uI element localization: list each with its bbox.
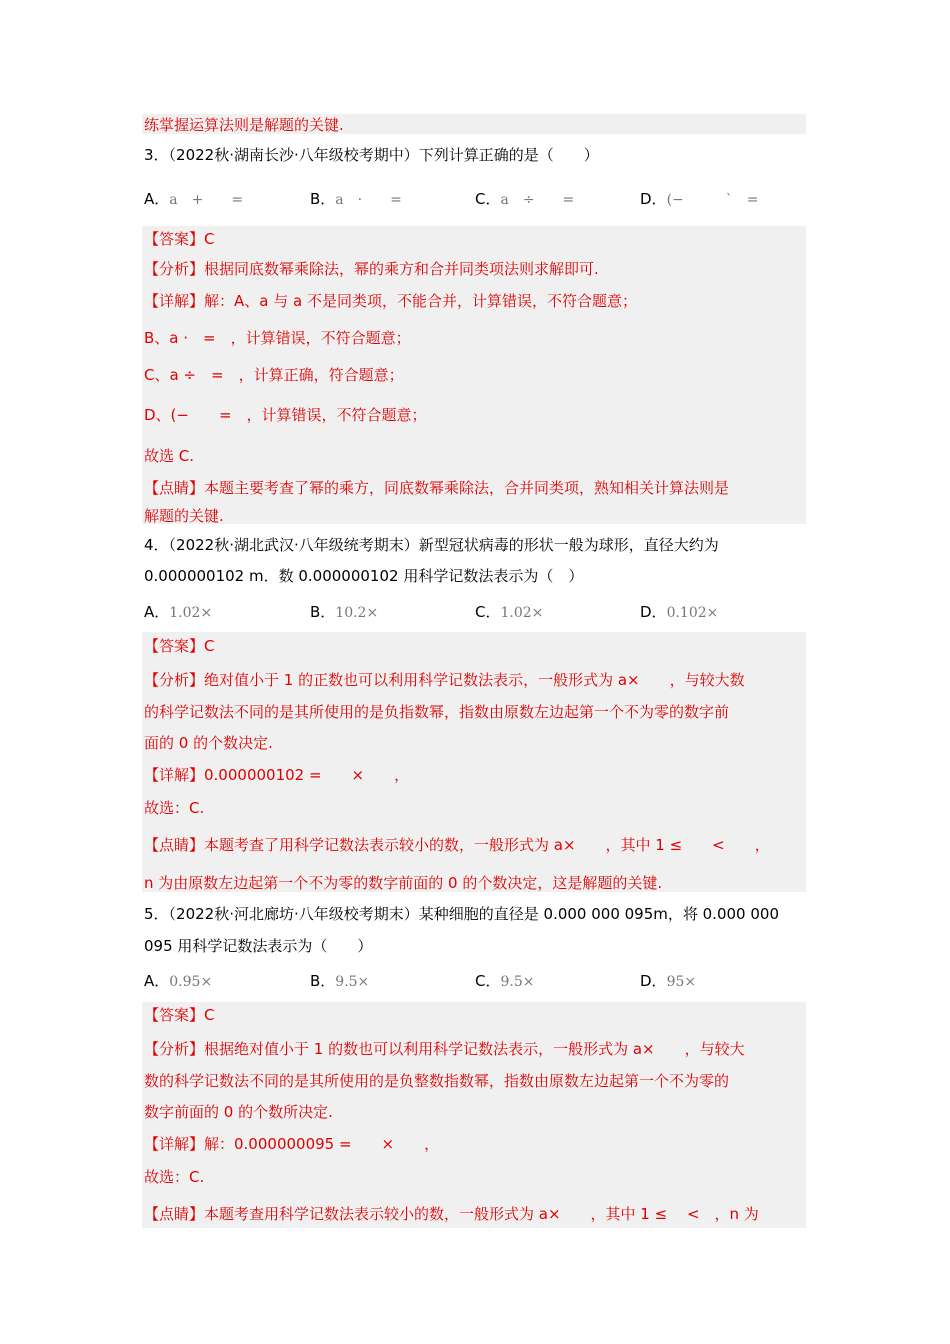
q5-stem-line: 5．（2022秋·河北廊坊·八年级校考期末）某种细胞的直径是 0.000 000 095m，将 0.000 000 <box>144 905 779 923</box>
q3-detail-line: C、a ÷ = ，计算正确，符合题意； <box>144 366 404 384</box>
q4-stem-line: 4．（2022秋·湖北武汉·八年级统考期末）新型冠状病毒的形状一般为球形，直径大约为 <box>144 536 719 554</box>
q4-option-d: D．0.102× <box>640 603 719 621</box>
q5-comment: 【点睛】本题考查用科学记数法表示较小的数，一般形式为 a× ，其中 1 ≤ < ，n 为 <box>144 1205 759 1223</box>
q3-detail-line: B、a · = ，计算错误，不符合题意； <box>144 329 411 347</box>
q3-comment-line: 【点睛】本题主要考查了幂的乘方，同底数幂乘除法，合并同类项，熟知相关计算法则是 <box>144 479 730 497</box>
q4-option-a: A．1.02× <box>144 603 213 621</box>
q4-option-c: C．1.02× <box>475 603 544 621</box>
q4-answer: 【答案】C <box>144 637 215 655</box>
q5-analysis-line: 【分析】根据绝对值小于 1 的数也可以利用科学记数法表示，一般形式为 a× ，与较大 <box>144 1040 745 1058</box>
q4-comment-line: n 为由原数左边起第一个不为零的数字前面的 0 的个数决定，这是解题的关键. <box>144 874 663 892</box>
q3-option-a: A．a + = <box>144 190 244 208</box>
q5-answer: 【答案】C <box>144 1006 215 1024</box>
q3-detail-line: 【详解】解：A、a 与 a 不是同类项，不能合并，计算错误，不符合题意； <box>144 292 637 310</box>
q4-stem-line: 0.000000102 m．数 0.000000102 用科学记数法表示为（ ） <box>144 567 584 585</box>
q3-option-c: C．a ÷ = <box>475 190 575 208</box>
q3-option-d: D．(− ˋ = <box>640 190 759 208</box>
q5-option-c: C．9.5× <box>475 972 535 990</box>
q4-comment-line: 【点睛】本题考查了用科学记数法表示较小的数，一般形式为 a× ，其中 1 ≤ < ， <box>144 836 770 854</box>
q4-choice: 故选：C. <box>144 799 205 817</box>
q5-option-a: A．0.95× <box>144 972 213 990</box>
q3-stem: 3．（2022秋·湖南长沙·八年级校考期中）下列计算正确的是（ ） <box>144 146 599 164</box>
q5-analysis-line: 数字前面的 0 的个数所决定. <box>144 1103 333 1121</box>
q3-analysis: 【分析】根据同底数幂乘除法，幂的乘方和合并同类项法则求解即可. <box>144 260 599 278</box>
q4-analysis-line: 面的 0 的个数决定. <box>144 734 273 752</box>
q5-option-d: D．95× <box>640 972 697 990</box>
q4-analysis-line: 【分析】绝对值小于 1 的正数也可以利用科学记数法表示，一般形式为 a× ，与较大数 <box>144 671 745 689</box>
q3-answer: 【答案】C <box>144 230 215 248</box>
q3-detail-line: D、(− = ，计算错误，不符合题意； <box>144 406 427 424</box>
q4-analysis-line: 的科学记数法不同的是其所使用的是负指数幂，指数由原数左边起第一个不为零的数字前 <box>144 703 730 721</box>
q5-option-b: B．9.5× <box>310 972 370 990</box>
q3-comment-line: 解题的关键. <box>144 507 224 525</box>
q4-option-b: B．10.2× <box>310 603 379 621</box>
q3-option-b: B．a · = <box>310 190 402 208</box>
q4-detail: 【详解】0.000000102 = × ， <box>144 766 410 784</box>
q5-choice: 故选：C. <box>144 1168 205 1186</box>
q5-stem-line: 095 用科学记数法表示为（ ） <box>144 937 373 955</box>
q5-analysis-line: 数的科学记数法不同的是其所使用的是负整数指数幂，指数由原数左边起第一个不为零的 <box>144 1072 730 1090</box>
q3-choice: 故选 C. <box>144 447 195 465</box>
q5-detail: 【详解】解：0.000000095 = × ， <box>144 1135 440 1153</box>
previous-comment-tail: 练掌握运算法则是解题的关键. <box>144 116 344 134</box>
